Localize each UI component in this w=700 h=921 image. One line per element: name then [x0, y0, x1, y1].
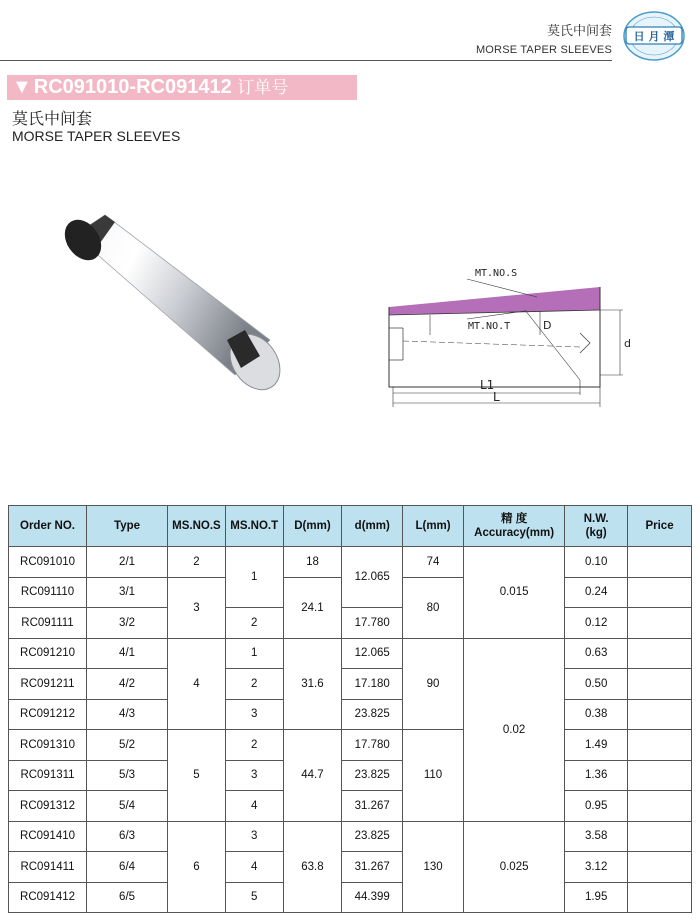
- cell-net-weight: 0.50: [565, 669, 628, 700]
- header-d-inner: d(mm): [342, 506, 403, 547]
- cell-order: RC091211: [9, 669, 87, 700]
- cell-net-weight: 0.10: [565, 547, 628, 578]
- cell-type: 5/2: [87, 730, 168, 761]
- cell-ms-no-t: 4: [225, 791, 283, 822]
- label-mt-no-s: MT.NO.S: [475, 268, 518, 279]
- cell-type: 4/1: [87, 638, 168, 669]
- cell-price: [628, 852, 692, 883]
- table-header-row: [9, 506, 692, 547]
- header-divider: [0, 60, 612, 61]
- specification-table: [8, 505, 692, 913]
- cell-order: RC091210: [9, 638, 87, 669]
- cell-d-outer: 63.8: [283, 821, 342, 913]
- table-row: [9, 821, 692, 852]
- cell-type: 5/4: [87, 791, 168, 822]
- order-range-suffix: 订单号: [237, 78, 289, 98]
- cell-d-inner: 31.267: [342, 791, 403, 822]
- cell-price: [628, 791, 692, 822]
- cell-d-inner: 23.825: [342, 821, 403, 852]
- cell-net-weight: 3.58: [565, 821, 628, 852]
- cell-order: RC091110: [9, 577, 87, 608]
- cell-price: [628, 699, 692, 730]
- cell-net-weight: 0.12: [565, 608, 628, 639]
- cell-length: 110: [403, 730, 464, 822]
- header-accuracy: [463, 506, 564, 547]
- product-photo: [55, 190, 290, 425]
- cell-ms-no-t: 3: [225, 699, 283, 730]
- cell-order: RC091311: [9, 760, 87, 791]
- cell-type: 2/1: [87, 547, 168, 578]
- header-price: Price: [628, 506, 692, 547]
- header-ms-no-t: MS.NO.T: [225, 506, 283, 547]
- cell-ms-no-s: 5: [168, 730, 226, 822]
- table-row: [9, 547, 692, 578]
- cell-ms-no-t: 2: [225, 730, 283, 761]
- cell-d-outer: 18: [283, 547, 342, 578]
- header-title-en: MORSE TAPER SLEEVES: [475, 44, 612, 56]
- header-length: L(mm): [403, 506, 464, 547]
- product-title-cn: 莫氏中间套: [12, 109, 93, 128]
- table-row: [9, 638, 692, 669]
- table-row: [9, 760, 692, 791]
- header-title-cn: 莫氏中间套: [546, 24, 612, 39]
- cell-ms-no-t: 1: [225, 547, 283, 608]
- cell-d-inner: 12.065: [342, 638, 403, 669]
- cell-price: [628, 760, 692, 791]
- cell-ms-no-t: 4: [225, 852, 283, 883]
- cell-type: 3/1: [87, 577, 168, 608]
- table-row: [9, 882, 692, 913]
- cell-price: [628, 547, 692, 578]
- cell-price: [628, 669, 692, 700]
- cell-ms-no-s: 6: [168, 821, 226, 913]
- cell-accuracy: 0.015: [463, 547, 564, 639]
- cell-d-outer: 31.6: [283, 638, 342, 730]
- cell-type: 6/3: [87, 821, 168, 852]
- triangle-down-icon: ▼: [12, 76, 32, 98]
- cell-price: [628, 577, 692, 608]
- table-row: [9, 699, 692, 730]
- label-L1: L1: [480, 378, 495, 392]
- cell-ms-no-t: 3: [225, 760, 283, 791]
- header-nw-unit: (kg): [585, 527, 607, 539]
- cell-net-weight: 0.63: [565, 638, 628, 669]
- cell-accuracy: 0.02: [463, 638, 564, 821]
- cell-price: [628, 608, 692, 639]
- label-D: D: [543, 319, 552, 332]
- table-row: [9, 608, 692, 639]
- cell-price: [628, 730, 692, 761]
- cell-price: [628, 638, 692, 669]
- brand-logo: [622, 10, 686, 62]
- cell-order: RC091310: [9, 730, 87, 761]
- cell-price: [628, 821, 692, 852]
- cell-order: RC091212: [9, 699, 87, 730]
- order-range-banner: [7, 75, 357, 100]
- cell-ms-no-t: 1: [225, 638, 283, 669]
- header-accuracy-en: Accuracy(mm): [474, 527, 555, 539]
- cell-type: 5/3: [87, 760, 168, 791]
- cell-ms-no-t: 5: [225, 882, 283, 913]
- cell-order: RC091411: [9, 852, 87, 883]
- cell-net-weight: 1.95: [565, 882, 628, 913]
- cell-ms-no-s: 4: [168, 638, 226, 730]
- label-L: L: [493, 390, 500, 404]
- cell-type: 4/3: [87, 699, 168, 730]
- technical-drawing: [375, 255, 640, 420]
- cell-order: RC091010: [9, 547, 87, 578]
- cell-d-inner: 23.825: [342, 760, 403, 791]
- cell-d-inner: 12.065: [342, 547, 403, 608]
- cell-net-weight: 1.49: [565, 730, 628, 761]
- cell-order: RC091312: [9, 791, 87, 822]
- table-row: [9, 791, 692, 822]
- cell-type: 6/4: [87, 852, 168, 883]
- cell-order: RC091410: [9, 821, 87, 852]
- header-type: Type: [87, 506, 168, 547]
- cell-ms-no-t: 2: [225, 669, 283, 700]
- cell-d-inner: 17.780: [342, 730, 403, 761]
- cell-net-weight: 0.24: [565, 577, 628, 608]
- cell-length: 130: [403, 821, 464, 913]
- cell-order: RC091111: [9, 608, 87, 639]
- order-range-code: RC091010-RC091412: [33, 76, 232, 98]
- cell-order: RC091412: [9, 882, 87, 913]
- header-order-no: Order NO.: [9, 506, 87, 547]
- cell-net-weight: 0.38: [565, 699, 628, 730]
- cell-d-inner: 17.780: [342, 608, 403, 639]
- cell-net-weight: 1.36: [565, 760, 628, 791]
- cell-ms-no-s: 2: [168, 547, 226, 578]
- cell-d-inner: 23.825: [342, 699, 403, 730]
- header-net-weight: [565, 506, 628, 547]
- product-title-en: MORSE TAPER SLEEVES: [12, 128, 181, 144]
- cell-d-outer: 44.7: [283, 730, 342, 822]
- cell-ms-no-s: 3: [168, 577, 226, 638]
- cell-d-outer: 24.1: [283, 577, 342, 638]
- cell-length: 90: [403, 638, 464, 730]
- cell-net-weight: 0.95: [565, 791, 628, 822]
- cell-d-inner: 17.180: [342, 669, 403, 700]
- cell-d-inner: 31.267: [342, 852, 403, 883]
- cell-ms-no-t: 3: [225, 821, 283, 852]
- cell-price: [628, 882, 692, 913]
- cell-type: 4/2: [87, 669, 168, 700]
- label-mt-no-t: MT.NO.T: [468, 321, 511, 332]
- table-row: [9, 852, 692, 883]
- cell-type: 3/2: [87, 608, 168, 639]
- header-ms-no-s: MS.NO.S: [168, 506, 226, 547]
- table-row: [9, 669, 692, 700]
- cell-length: 80: [403, 577, 464, 638]
- header-nw-label: N.W.: [583, 513, 609, 525]
- cell-d-inner: 44.399: [342, 882, 403, 913]
- cell-type: 6/5: [87, 882, 168, 913]
- header-d-outer: D(mm): [283, 506, 342, 547]
- label-d: d: [624, 337, 631, 350]
- cell-length: 74: [403, 547, 464, 578]
- header-accuracy-cn: 精 度: [501, 513, 528, 525]
- cell-ms-no-t: 2: [225, 608, 283, 639]
- logo-text: 日 月 潭: [633, 30, 675, 43]
- cell-net-weight: 3.12: [565, 852, 628, 883]
- table-row: [9, 730, 692, 761]
- cell-accuracy: 0.025: [463, 821, 564, 913]
